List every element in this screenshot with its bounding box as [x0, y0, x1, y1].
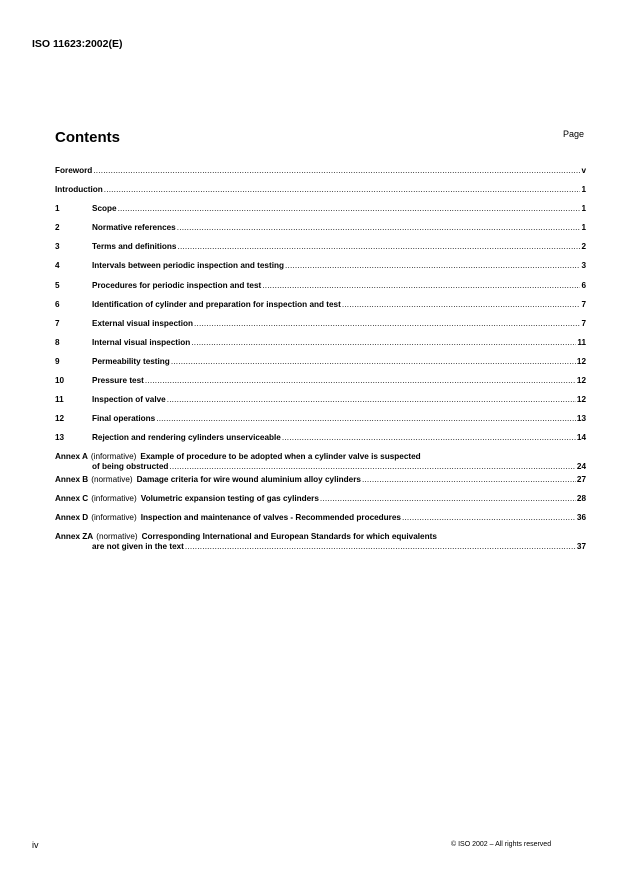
dot-leader: [167, 395, 576, 405]
section-title[interactable]: Terms and definitions: [92, 242, 177, 252]
annex-label: Annex A: [55, 452, 88, 462]
section-title[interactable]: External visual inspection: [92, 318, 194, 328]
section-title[interactable]: Rejection and rendering cylinders unserviceable: [92, 433, 281, 443]
section-title[interactable]: Internal visual inspection: [92, 337, 191, 347]
annex-title[interactable]: Corresponding International and European Standards for which equivalents: [141, 531, 437, 541]
section-number: 3: [55, 242, 60, 252]
dot-leader: [362, 475, 576, 485]
page-number-ref: 13: [576, 414, 586, 424]
dot-leader: [177, 223, 581, 233]
page-number-ref: 7: [581, 318, 586, 328]
dot-leader: [320, 494, 576, 504]
dot-leader: [285, 261, 580, 271]
page-number-ref: 12: [576, 395, 586, 405]
dot-leader: [156, 414, 576, 424]
table-of-contents: [55, 166, 586, 554]
toc-entry[interactable]: [55, 338, 586, 357]
toc-entry[interactable]: [55, 433, 586, 452]
section-title[interactable]: Foreword: [55, 166, 93, 175]
dot-leader: [185, 542, 576, 552]
page-number-ref: 1: [581, 223, 586, 233]
toc-entry[interactable]: [55, 261, 586, 280]
dot-leader: [194, 319, 580, 329]
dot-leader: [191, 338, 576, 348]
section-title[interactable]: Intervals between periodic inspection and testing: [92, 261, 284, 271]
page-number-ref: 27: [576, 474, 586, 484]
annex-entry[interactable]: [55, 452, 586, 475]
dot-leader: [402, 513, 576, 523]
dot-leader: [171, 357, 576, 367]
section-number: 6: [55, 299, 60, 309]
annex-title[interactable]: Example of procedure to be adopted when a cylinder valve is suspected: [140, 452, 421, 462]
dot-leader: [282, 433, 576, 443]
dot-leader: [262, 281, 580, 291]
annex-type: (informative): [91, 512, 137, 522]
toc-entry[interactable]: [55, 204, 586, 223]
page-number-ref: 7: [581, 299, 586, 309]
section-number: 4: [55, 261, 60, 271]
dot-leader: [118, 204, 581, 214]
page-number-ref: 24: [576, 462, 586, 472]
page-number-ref: 3: [581, 261, 586, 271]
dot-leader: [104, 185, 581, 195]
dot-leader: [342, 300, 581, 310]
document-id-header: ISO 11623:2002(E): [32, 38, 123, 50]
section-title[interactable]: Permeability testing: [92, 356, 170, 366]
annex-label: Annex D: [55, 512, 89, 522]
page-number-ref: 6: [581, 280, 586, 290]
section-title[interactable]: Pressure test: [92, 376, 144, 386]
annex-entry[interactable]: [55, 475, 586, 494]
page-column-label: Page: [563, 129, 585, 139]
section-title[interactable]: Scope: [92, 204, 117, 214]
section-number: 8: [55, 337, 60, 347]
toc-entry[interactable]: [55, 395, 586, 414]
toc-entry[interactable]: [55, 357, 586, 376]
page-number-ref: 1: [581, 185, 586, 195]
page-number-ref: 28: [576, 493, 586, 503]
toc-entry[interactable]: [55, 185, 586, 204]
toc-entry[interactable]: [55, 166, 586, 185]
section-title[interactable]: Final operations: [92, 414, 156, 424]
dot-leader: [145, 376, 576, 386]
section-number: 5: [55, 280, 60, 290]
section-title[interactable]: Introduction: [55, 185, 103, 195]
contents-heading: Contents: [55, 129, 120, 146]
section-number: 1: [55, 204, 60, 214]
page-number-ref: v: [581, 166, 586, 175]
section-number: 9: [55, 356, 60, 366]
page-number-ref: 12: [576, 376, 586, 386]
page-number-ref: 11: [577, 337, 586, 347]
annex-entry[interactable]: [55, 494, 586, 513]
page-number-ref: 14: [576, 433, 586, 443]
page-number-ref: 1: [581, 204, 586, 214]
dot-leader: [169, 462, 575, 472]
section-number: 2: [55, 223, 60, 233]
annex-type: (normative): [91, 474, 133, 484]
annex-type: (informative): [91, 493, 137, 503]
annex-title[interactable]: Damage criteria for wire wound aluminium alloy cylinders: [136, 474, 361, 484]
section-number: 7: [55, 318, 60, 328]
page-number-ref: 12: [576, 356, 586, 366]
annex-label: Annex B: [55, 474, 89, 484]
section-title[interactable]: Inspection of valve: [92, 395, 166, 405]
toc-entry[interactable]: [55, 319, 586, 338]
section-number: 11: [55, 395, 64, 405]
toc-entry[interactable]: [55, 242, 586, 261]
annex-title[interactable]: Inspection and maintenance of valves - Recommended procedures: [140, 512, 401, 522]
annex-title[interactable]: Volumetric expansion testing of gas cylinders: [140, 493, 319, 503]
section-number: 12: [55, 414, 65, 424]
annex-type: (normative): [96, 531, 138, 541]
annex-entry[interactable]: [55, 532, 586, 555]
annex-entry[interactable]: [55, 513, 586, 532]
section-title[interactable]: Normative references: [92, 223, 176, 233]
annex-label: Annex C: [55, 493, 89, 503]
annex-title-continued[interactable]: of being obstructed: [92, 462, 169, 472]
page-number-ref: 37: [576, 541, 586, 551]
page-number-ref: 36: [576, 512, 586, 522]
annex-type: (informative): [90, 452, 137, 462]
section-title[interactable]: Procedures for periodic inspection and test: [92, 280, 262, 290]
section-number: 10: [55, 376, 65, 386]
toc-entry[interactable]: [55, 414, 586, 433]
annex-label: Annex ZA: [55, 531, 94, 541]
toc-entry[interactable]: [55, 376, 586, 395]
page-number-ref: 2: [581, 242, 586, 252]
copyright-notice: © ISO 2002 – All rights reserved: [451, 841, 552, 848]
dot-leader: [93, 166, 580, 176]
toc-entry[interactable]: [55, 300, 586, 319]
section-title[interactable]: Identification of cylinder and preparation for inspection and test: [92, 299, 341, 309]
page-number: iv: [32, 840, 39, 850]
toc-entry[interactable]: [55, 281, 586, 300]
toc-entry[interactable]: [55, 223, 586, 242]
section-number: 13: [55, 433, 65, 443]
dot-leader: [177, 242, 580, 252]
annex-title-continued[interactable]: are not given in the text: [92, 541, 184, 551]
